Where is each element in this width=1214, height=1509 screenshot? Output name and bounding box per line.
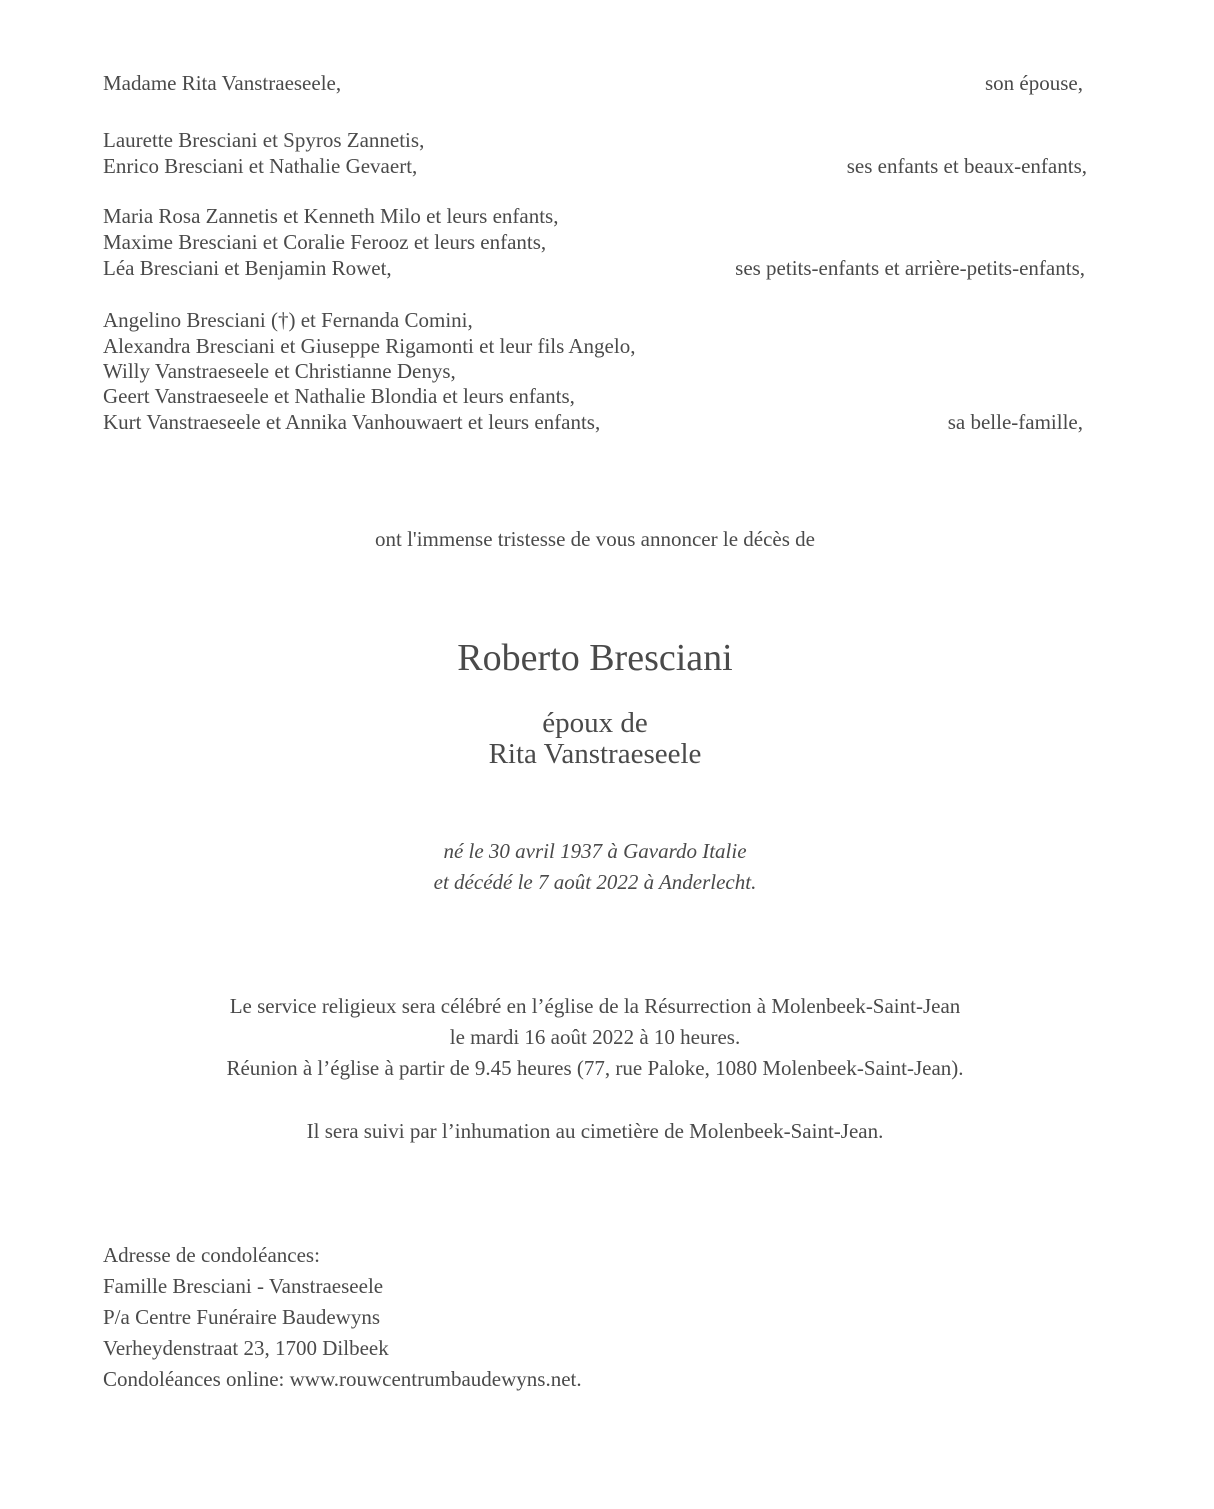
service-location: Le service religieux sera célébré en l’église de la Résurrection à Molenbeek-Saint-Jean	[229, 994, 961, 1018]
condolences-family: Famille Bresciani - Vanstraeseele	[103, 1274, 384, 1298]
family-member-line: Maria Rosa Zannetis et Kenneth Milo et leurs enfants,	[103, 204, 559, 228]
service-meeting: Réunion à l’église à partir de 9.45 heures (77, rue Paloke, 1080 Molenbeek-Saint-Jean).	[226, 1056, 964, 1080]
deceased-name: Roberto Bresciani	[457, 637, 733, 679]
family-member-line: Alexandra Bresciani et Giuseppe Rigamonti et leur fils Angelo,	[103, 334, 636, 358]
condolences-online: Condoléances online: www.rouwcentrumbaudewyns.net.	[103, 1367, 582, 1391]
spouse-prefix: époux de	[542, 707, 648, 739]
family-member-line: Léa Bresciani et Benjamin Rowet,	[103, 256, 392, 280]
family-member-line: Madame Rita Vanstraeseele,	[103, 71, 342, 95]
burial-line: Il sera suivi par l’inhumation au cimetière de Molenbeek-Saint-Jean.	[306, 1119, 884, 1143]
condolences-care-of: P/a Centre Funéraire Baudewyns	[103, 1305, 381, 1329]
spouse-name: Rita Vanstraeseele	[488, 738, 702, 770]
condolences-heading: Adresse de condoléances:	[103, 1243, 320, 1267]
birth-line: né le 30 avril 1937 à Gavardo Italie	[443, 839, 747, 863]
announcement-text: ont l'immense tristesse de vous annoncer le décès de	[375, 527, 815, 551]
family-member-line: Geert Vanstraeseele et Nathalie Blondia et leurs enfants,	[103, 384, 575, 408]
family-member-line: Maxime Bresciani et Coralie Ferooz et leurs enfants,	[103, 230, 547, 254]
family-member-line: Kurt Vanstraeseele et Annika Vanhouwaert et leurs enfants,	[103, 410, 601, 434]
relation-label-in-laws: sa belle-famille,	[947, 410, 1083, 434]
relation-label-children: ses enfants et beaux-enfants,	[846, 154, 1087, 178]
relation-label-spouse: son épouse,	[985, 71, 1083, 95]
family-member-line: Enrico Bresciani et Nathalie Gevaert,	[103, 154, 418, 178]
service-datetime: le mardi 16 août 2022 à 10 heures.	[449, 1025, 741, 1049]
condolences-street: Verheydenstraat 23, 1700 Dilbeek	[103, 1336, 389, 1360]
family-member-line: Angelino Bresciani (†) et Fernanda Comini,	[103, 308, 473, 332]
family-member-line: Willy Vanstraeseele et Christianne Denys,	[103, 359, 456, 383]
family-member-line: Laurette Bresciani et Spyros Zannetis,	[103, 128, 425, 152]
death-line: et décédé le 7 août 2022 à Anderlecht.	[433, 870, 757, 894]
relation-label-grandchildren: ses petits-enfants et arrière-petits-enfants,	[735, 256, 1085, 280]
